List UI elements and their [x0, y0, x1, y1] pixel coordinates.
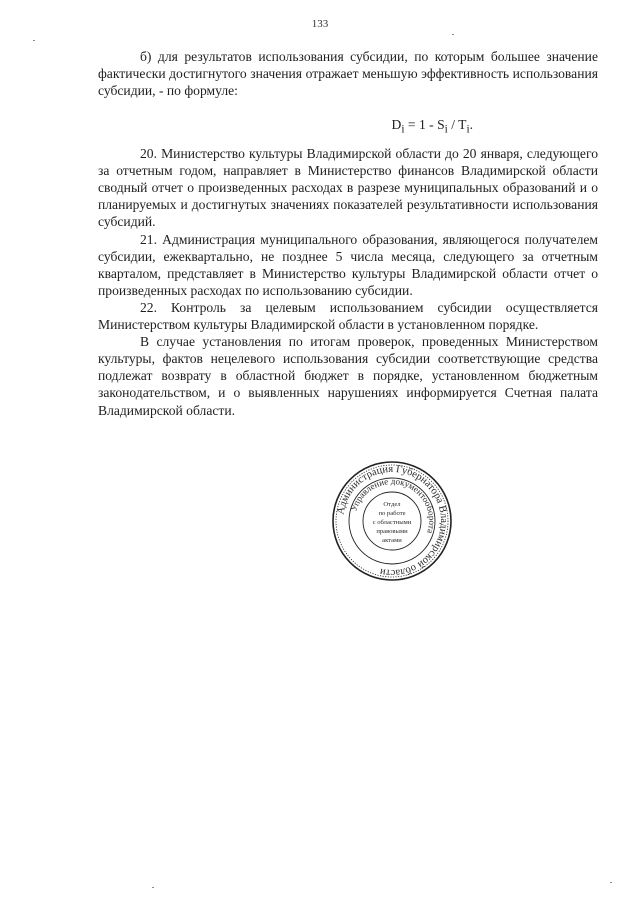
document-body — [98, 48, 598, 419]
stamp-center-line-3: с областными — [372, 519, 412, 526]
scan-speck — [33, 40, 35, 41]
formula-prefix: D — [391, 117, 402, 133]
scan-speck — [152, 887, 154, 888]
stamp-center-line-4: правовыми — [376, 528, 408, 535]
formula-sub-2: i — [444, 124, 448, 136]
paragraph-20: 20. Министерство культуры Владимирской области до 20 января, следующего за отчетным годом, направляет в Министерство финансов Владимирской области сводный отчет о произведенных расходах в разрезе муниципальных образований и о планируемых и достигнутых значениях показателей результативности использования субсидий. — [98, 146, 598, 230]
scan-speck — [452, 34, 454, 35]
formula — [98, 116, 598, 139]
stamp-center-line-1: Отдел — [383, 501, 401, 508]
stamp-outer-ring-text: Администрация Губернатора Владимирской области — [335, 463, 450, 579]
official-stamp — [331, 460, 453, 582]
stamp-center-line-5: актами — [382, 537, 402, 544]
paragraph-21: 21. Администрация муниципального образования, являющегося получателем субсидии, ежеквартально, не позднее 5 числа месяца, следующего за отчетным кварталом, представляет в Министерство культуры Владимирской области отчет о произведенных расходах по использованию субсидии. — [98, 231, 598, 298]
formula-slash: / T — [447, 117, 467, 133]
page-number: 133 — [311, 18, 329, 30]
stamp-center-line-2: по работе — [378, 510, 406, 517]
paragraph-case: В случае установления по итогам проверок, проведенных Министерством культуры, фактов нецелевого использования субсидии соответствующие средства подлежат возврату в областной бюджет в порядке, установленном бюджетным законодательством, и о выявленных нарушениях информируется Счетная палата Владимирской области. — [98, 334, 598, 418]
formula-end: . — [469, 117, 473, 133]
scan-speck — [610, 882, 612, 883]
stamp-inner-ring-text: Управление документооборота — [348, 475, 438, 535]
paragraph-22: 22. Контроль за целевым использованием субсидии осуществляется Министерством культуры Владимирской области в установленном порядке. — [98, 299, 598, 333]
formula-sub-1: i — [401, 124, 405, 136]
formula-mid: = 1 - S — [404, 117, 445, 133]
paragraph-b: б) для результатов использования субсидии, по которым большее значение фактически достигнутого значения отражает меньшую эффективность использования субсидии, - по формуле: — [98, 49, 598, 99]
stamp-seal — [331, 460, 453, 582]
formula-sub-3: i — [466, 124, 470, 136]
